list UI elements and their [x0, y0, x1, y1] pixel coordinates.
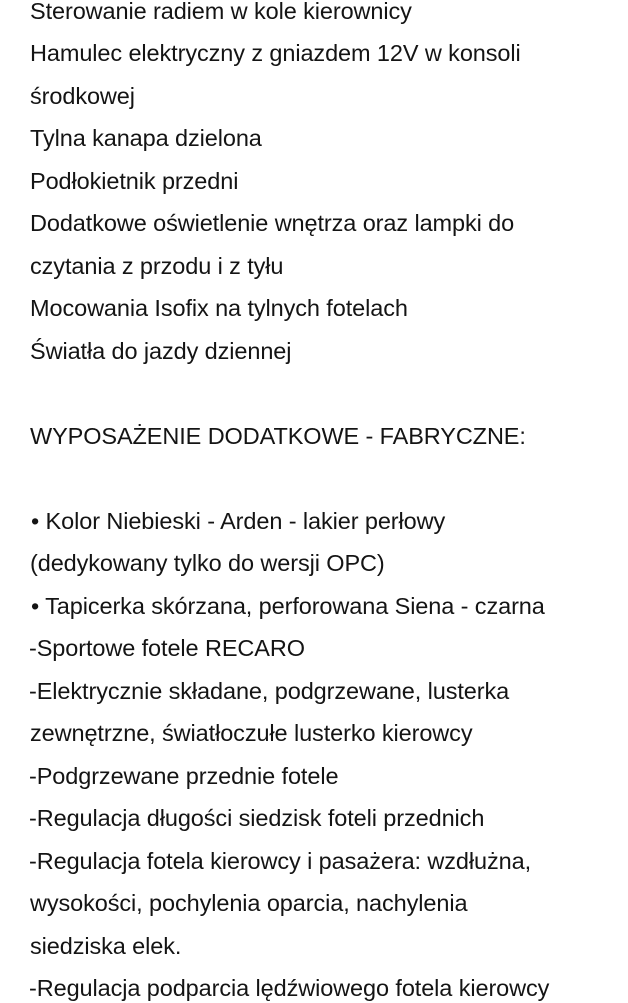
- dash-item: -Sportowe fotele RECARO: [29, 635, 305, 661]
- dash-item: -Regulacja długości siedzisk foteli przednich: [29, 805, 485, 831]
- dash-item: -Podgrzewane przednie fotele: [29, 763, 339, 789]
- text-line: Mocowania Isofix na tylnych fotelach: [30, 295, 408, 321]
- text-line: Światła do jazdy dziennej: [30, 338, 292, 364]
- text-line: czytania z przodu i z tyłu: [30, 253, 284, 279]
- section-heading: WYPOSAŻENIE DODATKOWE - FABRYCZNE:: [30, 423, 526, 449]
- text-line: (dedykowany tylko do wersji OPC): [30, 550, 385, 576]
- dash-item: -Elektrycznie składane, podgrzewane, lusterka: [29, 678, 510, 704]
- dash-item: -Regulacja fotela kierowcy i pasażera: wzdłużna,: [29, 848, 531, 874]
- text-line: Sterowanie radiem w kole kierownicy: [30, 0, 412, 24]
- text-line: wysokości, pochylenia oparcia, nachylenia: [30, 890, 468, 916]
- bullet-item: • Tapicerka skórzana, perforowana Siena - czarna: [31, 593, 545, 619]
- text-line: środkowej: [30, 83, 135, 109]
- dash-item: -Regulacja podparcia lędźwiowego fotela kierowcy: [29, 975, 550, 1001]
- text-line: Hamulec elektryczny z gniazdem 12V w konsoli: [30, 40, 521, 66]
- text-line: zewnętrzne, światłoczułe lusterko kierowcy: [30, 720, 473, 746]
- text-line: Tylna kanapa dzielona: [30, 125, 262, 151]
- bullet-item: • Kolor Niebieski - Arden - lakier perłowy: [31, 508, 446, 534]
- text-line: siedziska elek.: [30, 933, 182, 959]
- text-line: Dodatkowe oświetlenie wnętrza oraz lampki do: [30, 210, 515, 236]
- text-line: Podłokietnik przedni: [30, 168, 239, 194]
